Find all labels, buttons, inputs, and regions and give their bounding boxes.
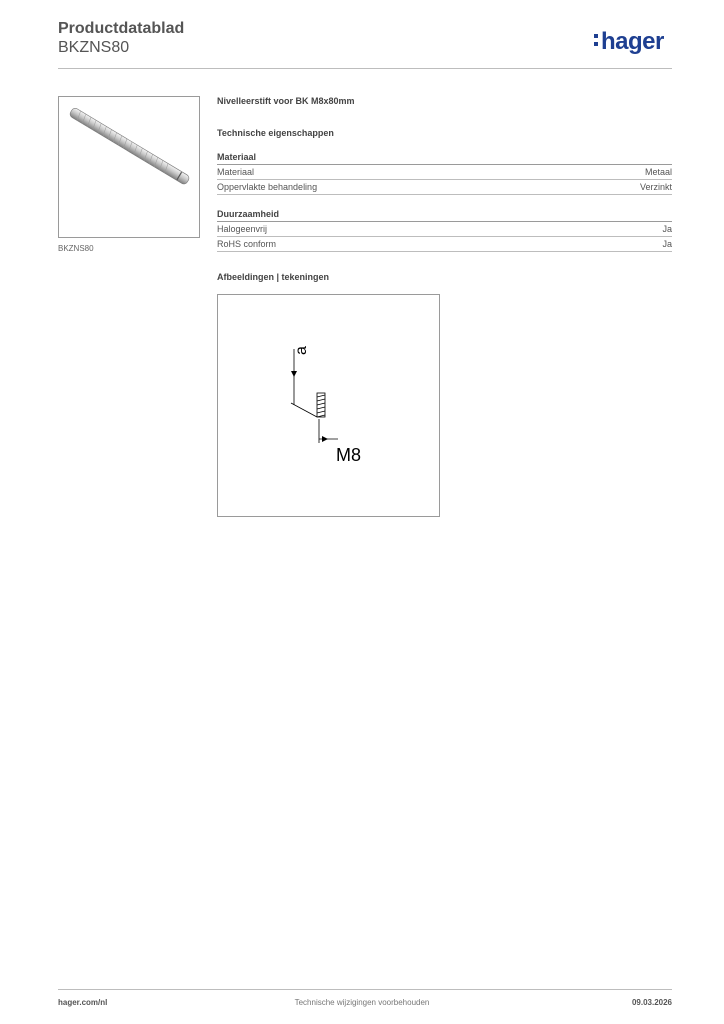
technical-drawing bbox=[217, 294, 440, 517]
spec-group-title: Duurzaamheid bbox=[217, 209, 672, 222]
spec-value: Ja bbox=[662, 224, 672, 234]
spec-row bbox=[217, 237, 672, 252]
spec-value: Ja bbox=[662, 239, 672, 249]
spec-label: Halogeenvrij bbox=[217, 224, 268, 234]
spec-row bbox=[217, 180, 672, 195]
footer-divider bbox=[58, 989, 672, 990]
leveling-pin-icon bbox=[59, 97, 199, 237]
footer-date: 09.03.2026 bbox=[631, 998, 672, 1007]
spec-value: Verzinkt bbox=[639, 182, 672, 192]
spec-group-sustainability bbox=[217, 209, 672, 252]
footer-notice: Technische wijzigingen voorbehouden bbox=[294, 998, 430, 1007]
spec-label: Materiaal bbox=[217, 167, 255, 177]
header-divider bbox=[58, 68, 672, 69]
spec-label: RoHS conform bbox=[217, 239, 277, 249]
tech-specs-heading: Technische eigenschappen bbox=[217, 128, 334, 138]
spec-group-material bbox=[217, 152, 672, 195]
page-title: Productdatablad bbox=[58, 20, 185, 37]
spec-row bbox=[217, 165, 672, 180]
product-image bbox=[58, 96, 200, 238]
dimension-label-thread: M8 bbox=[336, 445, 362, 465]
hager-logo bbox=[594, 28, 664, 56]
spec-group-title: Materiaal bbox=[217, 152, 672, 165]
specifications-panel bbox=[217, 96, 672, 282]
image-caption: BKZNS80 bbox=[58, 244, 94, 253]
spec-label: Oppervlakte behandeling bbox=[217, 182, 318, 192]
spec-value: Metaal bbox=[644, 167, 672, 177]
footer-website-link[interactable]: hager.com/nl bbox=[58, 998, 108, 1007]
images-heading: Afbeeldingen | tekeningen bbox=[217, 272, 330, 282]
product-code: BKZNS80 bbox=[58, 39, 130, 56]
dimension-drawing-icon bbox=[218, 295, 439, 516]
logo-dots-icon bbox=[594, 28, 599, 46]
logo-text: hager bbox=[601, 28, 664, 55]
dimension-label-length: a bbox=[293, 346, 310, 355]
spec-row bbox=[217, 222, 672, 237]
product-name: Nivelleerstift voor BK M8x80mm bbox=[217, 96, 355, 106]
